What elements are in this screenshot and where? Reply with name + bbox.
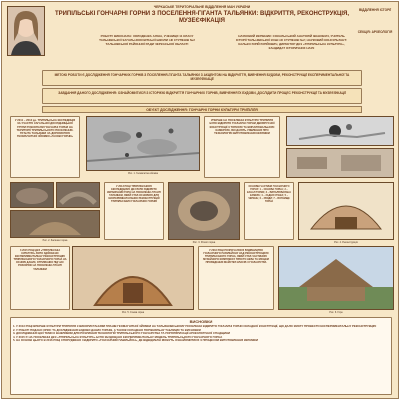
author-info: РОБОТУ ВИКОНАЛА: ХОЛОДЕНКА АЛІНА, УЧЕНИЦЯ 11 КЛАСУ ТАЛЬНІВСЬКОЇ ЗАГАЛЬНООСВІТНЬОЇ ШКОЛИ І-ІІІ СТУПЕНІВ №2 ТАЛЬНІВСЬКОЇ РАЙОННОЇ РАДИ ЧЕРКАСЬКОЇ ОБЛАСТІ	[99, 34, 195, 46]
section-2011-text: У 2011 – 2012 рр. ТРИПІЛЬСЬКА ЕКСПЕДИЦІЯ ЗА УЧАСТЮ ЗАГАЛЬНОЇ ДОСЛІДНИЦЬКОЇ ГРУПИ РОЗКОПАЛИ ГОНЧАРНІ ГОРНИ НА ТЕРИТОРІЇ ТРИПІЛЬСЬКОГО ПОСЕЛЕННЯ-ГІГАНТА ТАЛЬЯНКИ ЗА ДОПОМОГОЮ ГЕОМАГНІТНОЇ ЗЙОМКИ «ГАЗОВІ ГОРНИ»	[14, 119, 76, 139]
section-first-box	[204, 116, 280, 178]
section-parts-box	[244, 182, 294, 240]
figure-kiln-model	[72, 246, 194, 310]
kiln-remains-image	[11, 183, 53, 207]
section-2016-box	[198, 246, 274, 310]
object-box	[42, 106, 362, 113]
conclusion-4: 4. У 2015 Р. НА ПОСЕЛЕННІ ДКЗ «ТРИПІЛЬСЬКА КУЛЬТУРА» БУЛО ЗБУДОВАНО ЕКСПЕРИМЕНТАЛЬНУ МОДЕЛЬ ТРИПІЛЬСЬКОГО ГОНЧАРНОГО ГОРНА	[13, 334, 223, 339]
subsection-label: СЕКЦІЯ: АРХЕОЛОГІЯ	[357, 30, 393, 34]
section-2013-text: У 2013 РОЦІ ТРИПІЛЬСЬКОЮ ЕКСПЕДИЦІЄЮ ДКЗ БУЛО ВІДКРИТО КЕРАМІЧНИЙ ГОРН НА ПОСЕЛЕННІ-ГІГАНТІ ТАЛЬЯНКИ, ЯКИЙ СТАВ ОСНОВОЮ ДЛЯ ЕКСПЕРИМЕНТАЛЬНИХ РЕКОНСТРУКЦІЙ ТРИПІЛЬСЬКИХ ГОНЧАРНИХ ГОРНІВ	[107, 185, 161, 204]
figure-geomagnetic-map	[86, 116, 200, 171]
section-parts-text: ОСНОВНІ ЧАСТИНИ ГОНЧАРНОГО ГОРНУ: 1 – ОСНОВА ГОРНА; 2 – КАНАЛ ТОПКИ; 3 – ВИПАЛЮВАЛЬНА КАМЕРА; 4 – ЗАДНЯ СТІНКА; 5 – ЧЕРЕНЬ; 6 – ЗВОДИ; 7 – ВОГНИЩЕ ГОРНА	[247, 185, 291, 203]
conclusions-box	[10, 317, 392, 395]
poster-title: ТРИПІЛЬСЬКІ ГОНЧАРНІ ГОРНИ З ПОСЕЛЕННЯ-ГІГАНТА ТАЛЬЯНКИ: ВІДКРИТТЯ, РЕКОНСТРУКЦІЯ, МУЗЕЄФІКАЦІЯ	[54, 11, 350, 24]
author-photo	[7, 6, 45, 56]
geomagnetic-map-image	[87, 117, 199, 170]
section-first-text: УПЕРШЕ НА ПОСЕЛЕННІ КУЛЬТУРИ ТРИПІЛЛЯ БУЛО ВІДКРИТО ГОНЧАРНІ ГОРНИ ДВОЯРУСНОЇ КОНСТРУКЦІЇ З ТОПКОЮ ТА ВИПАЛЮВАЛЬНОЮ КАМЕРОЮ, ЯКІ ДАЮТЬ УЯВЛЕННЯ ПРО ТЕХНОЛОГІЮ ВИГОТОВЛЕННЯ КЕРАМІКИ	[209, 119, 275, 136]
caption-3: Рис. 3. Розкоп горна	[192, 241, 216, 244]
figure-excavation-top	[286, 116, 394, 146]
figure-kiln-excavation	[168, 182, 240, 240]
section-2013-box	[104, 182, 164, 240]
conclusions-title: ВИСНОВКИ	[189, 319, 213, 324]
figure-kiln-remains	[10, 182, 54, 208]
tasks-box	[42, 88, 362, 104]
caption-4: Рис. 4. Реконструкція	[334, 241, 358, 244]
advisor-info: НАУКОВИЙ КЕРІВНИК: СОКАЛЬСЬКИЙ АНАТОЛІЙ ІВАНОВИЧ, УЧИТЕЛЬ ІСТОРІЇ ТАЛЬНІВСЬКОЇ ЗОШ І-ІІІ СТУПЕНІВ №2; НАУКОВИЙ КОНСУЛЬТАНТ: КАЛЬКО ЮРІЙ ЮРІЙОВИЧ, ДИРЕКТОР ДКЗ «ТРИПІЛЬСЬКА КУЛЬТУРА», КАНДИДАТ ІСТОРИЧНИХ НАУК	[235, 34, 348, 50]
figure-kiln-pit	[56, 182, 100, 208]
goal-text: МЕТОЮ РОБОТИ Є ДОСЛІДЖЕННЯ ГОНЧАРНИХ ГОРНІВ З ПОСЕЛЕННЯ-ГІГАНТА ТАЛЬЯНКИ З АКЦЕНТОМ НА ВІДКРИТТЯ, ВИВЧЕННЯ БУДОВИ, РЕКОНСТРУКЦІЇ ЕКСПЕРИМЕНТАЛЬНОЇ ТА МУЗЕЄФІКАЦІЇ	[54, 73, 350, 81]
figure-excavation-bottom	[286, 148, 394, 178]
excavation-image	[287, 117, 393, 145]
goal-box	[42, 70, 362, 86]
kiln-scheme-drawing	[299, 183, 393, 239]
pavilion-image	[279, 247, 393, 309]
caption-1: Рис. 1. Геомагнітна зйомка	[128, 172, 158, 175]
kiln-excavation-image	[169, 183, 239, 239]
section-2016-text: У 2016 РОЦІ РОЗПОЧАЛОСЯ БУДІВНИЦТВО ГОНЧАРНОГО ПАВІЛЬЙОНУ НАД РЕКОНСТРУКЦІЄЮ ТРИПІЛЬСЬКОГО ГОРНА, ЯКИЙ СТАВ ЧАСТИНОЮ МУЗЕЙНОГО КОМПЛЕКСУ ПРОСТО НЕБА ТА МІСЦЕМ ПРОВЕДЕННЯ МАЙСТЕР-КЛАСІВ З ГОНЧАРСТВА	[203, 249, 269, 265]
excavation-image-2	[287, 149, 393, 177]
conclusion-3: 3. ДОСЛІДЖЕННЯ ЦІЄЇ ТЕМИ Є ВАЖЛИВИМ ДЛЯ РОЗУМІННЯ ТЕХНОЛОГІЙ ТРИПІЛЬСЬКОГО ГОНЧАРСТВА ТА ПОПУЛЯРИЗАЦІЇ АРХЕОЛОГІЧНОЇ СПАДЩИНИ	[13, 331, 231, 335]
kiln-pit-image	[57, 183, 99, 207]
figure-kiln-scheme	[298, 182, 394, 240]
figure-kiln-reconstruction	[10, 210, 100, 238]
portrait-image	[8, 7, 44, 55]
caption-6: Рис. 6. Горн	[329, 311, 343, 314]
object-text: ОБ'ЄКТ ДОСЛІДЖЕННЯ: ГОНЧАРНІ ГОРНИ КУЛЬТУРИ ТРИПІЛЛЯ	[146, 108, 258, 112]
poster-top-label: ЧЕРКАСЬКЕ ТЕРИТОРІАЛЬНЕ ВІДДІЛЕННЯ МАН УКРАЇНИ	[153, 5, 251, 9]
figure-pavilion	[278, 246, 394, 310]
caption-2: Рис. 2. Залишки горна	[42, 239, 68, 242]
conclusion-5: 5. НА ОСНОВІ ЦЬОГО В 2016 РОЦІ СПОРУДЖЕНО І ВІДКРИТО «ГОНЧАРНИЙ ПАВІЛЬЙОН», ДЕ ВІДВІДУВАЧІ МОЖУТЬ ОЗНАЙОМИТИСЯ З ПРОЦЕСОМ ВИГОТОВЛЕННЯ КЕРАМІКИ	[13, 338, 258, 342]
caption-5: Рис. 5. Схема горна	[121, 311, 145, 314]
conclusion-2: 2. У РОБОТІ ПОДАНО ОПИС ТА ДОСЛІДЖЕННЯ БУДОВИ ДАНИХ ГОРНІВ, А ТАКОЖ СКЛАДЕНО ПОРІВНЯЛЬНУ ТАБЛИЦЮ ТА ВИСНОВКИ	[13, 327, 201, 332]
poster	[1, 1, 399, 399]
conclusion-1: 1. У 2013 РОЦІ ВПЕРШЕ КУЛЬТУРИ ТРИПІЛЛЯ З ВИКОРИСТАННЯМ ПЛАНІВ ГЕОМАГНІТНОЇ ЗЙОМКИ НА ТАЛЬЯНКІВСЬКОМУ ПОСЕЛЕННІ ВІДКРИТО ГОНЧАРНІ ГОРНИ СКЛАДНОЇ КОНСТРУКЦІЇ, ЩО ДАЛО ЗМОГУ ПРОВЕСТИ ЕКСПЕРИМЕНТАЛЬНУ РЕКОНСТРУКЦІЮ	[13, 324, 377, 328]
section-2011-box	[10, 116, 80, 178]
section-label: ВІДДІЛЕННЯ ІСТОРІЇ	[358, 8, 392, 12]
kiln-reconstruction-image	[11, 211, 99, 237]
tasks-text: ЗАВДАННЯ ДАНОГО ДОСЛІДЖЕННЯ: ОЗНАЙОМИТИСЯ З ІСТОРІЄЮ ВІДКРИТТЯ ГОНЧАРНИХ ГОРНІВ, ВИВЧЕННЯ ЇХ БУДОВИ, ДОСЛІДИТИ ПРОЦЕС РЕКОНСТРУКЦІЇ ТА МУЗЕЄФІКАЦІЇ	[58, 91, 346, 95]
section-2015-text: З 2015 РОЦІ ДКЗ «ТРИПІЛЬСЬКА КУЛЬТУРА» БУЛО ЗДІЙСНЕНО ЕКСПЕРИМЕНТАЛЬНУ РЕКОНСТРУКЦІЮ ТРИПІЛЬСЬКОГО ГОНЧАРНОГО ГОРНА НА ОСНОВІ ДАНИХ, ОТРИМАНИХ ПІД ЧАС РОЗКОПОК НА ПОСЕЛЕННІ-ГІГАНТІ ТАЛЬЯНКИ	[13, 249, 67, 271]
kiln-model-image	[73, 247, 193, 309]
section-2015-box	[10, 246, 70, 310]
